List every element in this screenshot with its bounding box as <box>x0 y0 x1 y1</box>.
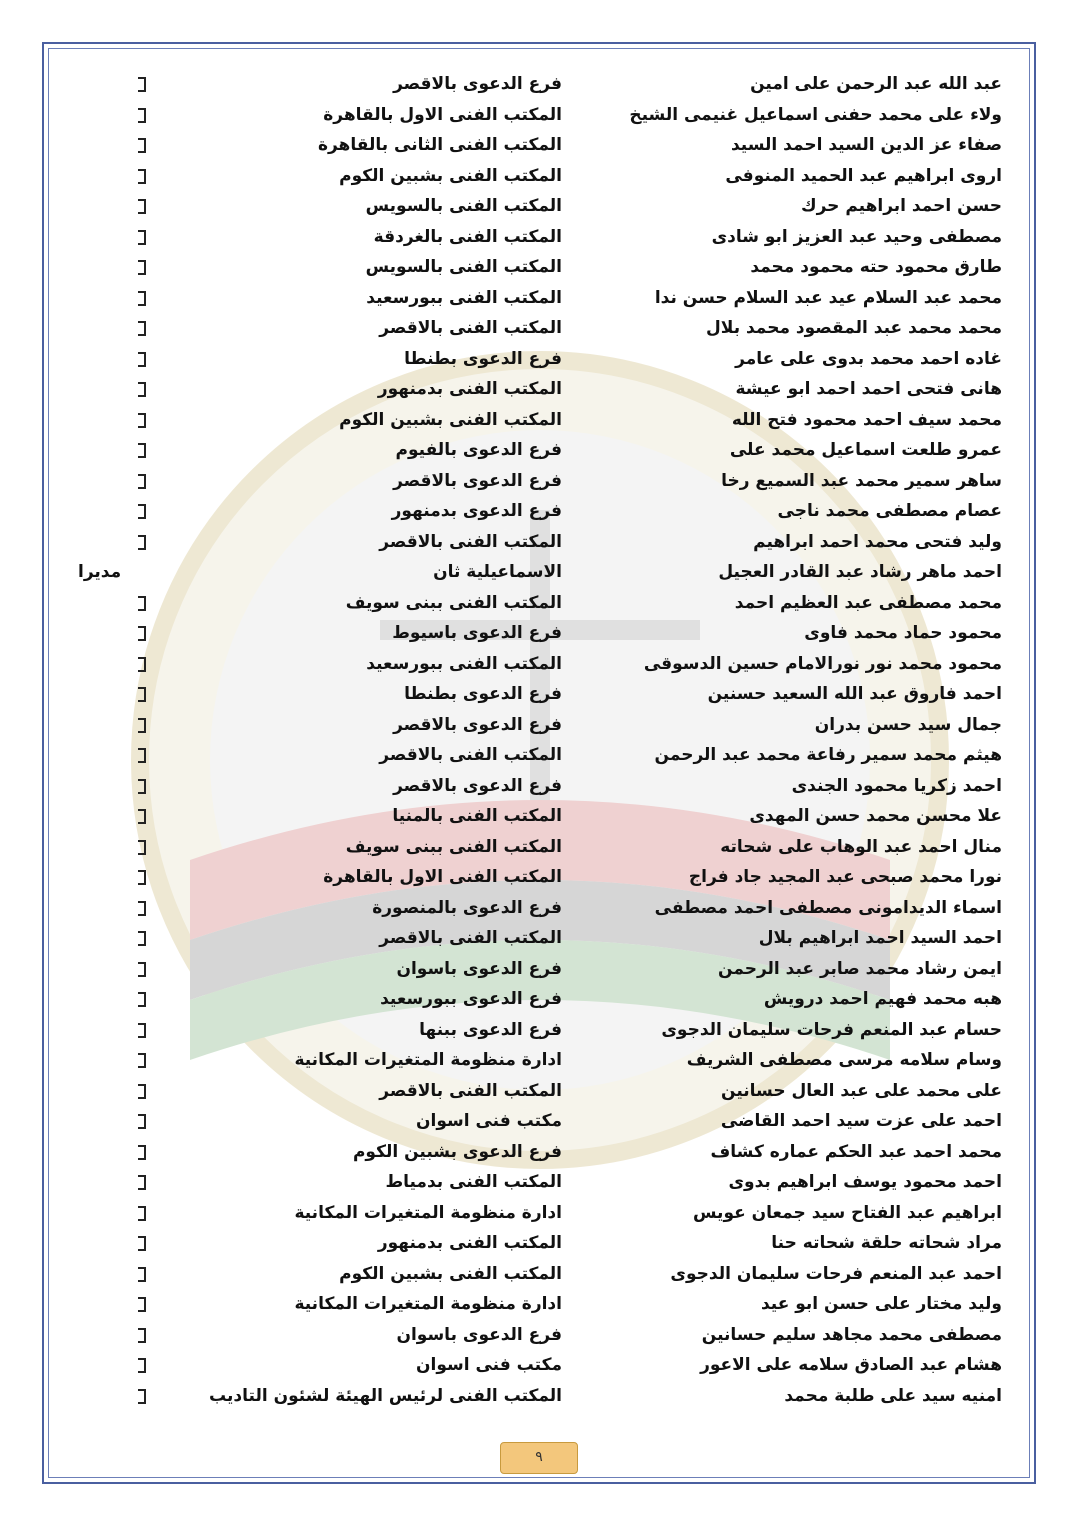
employee-name: صفاء عز الدين السيد احمد السيد <box>730 135 1002 155</box>
employee-name: محمود حماد محمد فاوى <box>804 623 1002 643</box>
bracket-mark-icon <box>138 443 146 458</box>
employee-list <box>60 70 1020 1412</box>
office-name: فرع الدعوى بشبين الكوم <box>352 1141 562 1162</box>
employee-name: طارق محمود حته محمود محمد <box>750 257 1002 277</box>
table-row <box>60 406 1020 437</box>
office-name: فرع الدعوى باسيوط <box>392 623 562 643</box>
bracket-mark-icon <box>138 138 146 153</box>
employee-name: احمد ماهر رشاد عبد القادر العجيل <box>718 562 1002 582</box>
employee-name: نورا محمد صبحى عبد المجيد جاد فراج <box>688 867 1002 887</box>
table-row <box>60 1382 1020 1413</box>
bracket-mark-icon <box>138 901 146 916</box>
table-row <box>60 101 1020 132</box>
office-name: فرع الدعوى بالاقصر <box>393 714 562 735</box>
office-name: فرع الدعوى بدمنهور <box>391 501 562 521</box>
employee-name: ابراهيم عبد الفتاح سيد جمعان عويس <box>693 1202 1002 1223</box>
table-row <box>60 1351 1020 1382</box>
employee-name: منال احمد عبد الوهاب على شحاته <box>720 836 1002 857</box>
employee-name: احمد السيد احمد ابراهيم بلال <box>758 928 1002 948</box>
employee-name: محمد سيف احمد محمود فتح الله <box>731 409 1002 430</box>
table-row <box>60 253 1020 284</box>
employee-name: وليد مختار على حسن ابو عيد <box>760 1294 1002 1314</box>
page-number: ٩ <box>500 1442 578 1474</box>
bracket-mark-icon <box>138 1023 146 1038</box>
office-name: المكتب الفنى لرئيس الهيئة لشئون التاديب <box>209 1385 562 1406</box>
table-row <box>60 1138 1020 1169</box>
bracket-mark-icon <box>138 1389 146 1404</box>
office-name: الاسماعيلية ثان <box>433 562 562 582</box>
table-row <box>60 833 1020 864</box>
bracket-mark-icon <box>138 840 146 855</box>
table-row <box>60 162 1020 193</box>
role-label: مديرا <box>78 562 122 582</box>
office-name: المكتب الفنى بدمنهور <box>377 1233 562 1253</box>
employee-name: هانى فتحى احمد احمد ابو عيشة <box>735 379 1002 399</box>
office-name: فرع الدعوى بالفيوم <box>395 440 562 460</box>
employee-name: وليد فتحى محمد احمد ابراهيم <box>753 531 1002 552</box>
table-row <box>60 1199 1020 1230</box>
bracket-mark-icon <box>138 260 146 275</box>
bracket-mark-icon <box>138 870 146 885</box>
table-row <box>60 741 1020 772</box>
bracket-mark-icon <box>138 687 146 702</box>
bracket-mark-icon <box>138 413 146 428</box>
table-row <box>60 467 1020 498</box>
employee-name: اروى ابراهيم عبد الحميد المنوفى <box>725 165 1002 186</box>
bracket-mark-icon <box>138 931 146 946</box>
office-name: المكتب الفنى الاول بالقاهرة <box>323 867 562 887</box>
office-name: المكتب الفنى بالمنيا <box>392 806 562 826</box>
office-name: المكتب الفنى بالغردقة <box>373 226 562 247</box>
bracket-mark-icon <box>138 504 146 519</box>
bracket-mark-icon <box>138 718 146 733</box>
bracket-mark-icon <box>138 1145 146 1160</box>
table-row <box>60 1321 1020 1352</box>
employee-name: احمد على عزت سيد احمد القاضى <box>720 1111 1002 1131</box>
office-name: فرع الدعوى بطنطا <box>404 684 562 704</box>
employee-name: على محمد على عبد العال حسانين <box>721 1080 1002 1101</box>
office-name: فرع الدعوى بالمنصورة <box>372 897 562 918</box>
bracket-mark-icon <box>138 474 146 489</box>
office-name: ادارة منظومة المتغيرات المكانية <box>294 1202 562 1223</box>
table-row <box>60 436 1020 467</box>
table-row <box>60 863 1020 894</box>
office-name: ادارة منظومة المتغيرات المكانية <box>294 1050 562 1070</box>
office-name: المكتب الفنى بدمنهور <box>377 379 562 399</box>
employee-name: احمد فاروق عبد الله السعيد حسنين <box>707 684 1002 704</box>
office-name: المكتب الفنى بالسويس <box>365 257 562 277</box>
table-row <box>60 1290 1020 1321</box>
office-name: المكتب الفنى ببورسعيد <box>366 287 562 308</box>
employee-name: محمد محمد عبد المقصود محمد بلال <box>706 318 1002 338</box>
bracket-mark-icon <box>138 108 146 123</box>
table-row <box>60 1077 1020 1108</box>
table-row <box>60 375 1020 406</box>
office-name: المكتب الفنى بالسويس <box>365 196 562 216</box>
bracket-mark-icon <box>138 779 146 794</box>
bracket-mark-icon <box>138 291 146 306</box>
office-name: المكتب الفنى بالاقصر <box>379 531 562 552</box>
bracket-mark-icon <box>138 1175 146 1190</box>
employee-name: احمد محمود يوسف ابراهيم بدوى <box>728 1172 1002 1192</box>
table-row <box>60 131 1020 162</box>
bracket-mark-icon <box>138 657 146 672</box>
office-name: فرع الدعوى بالاقصر <box>393 775 562 796</box>
employee-name: محمود محمد نور نورالامام حسين الدسوقى <box>643 653 1002 674</box>
employee-name: غاده احمد محمد بدوى على عامر <box>735 348 1002 369</box>
office-name: المكتب الفنى بشبين الكوم <box>339 1263 562 1284</box>
table-row <box>60 314 1020 345</box>
table-row <box>60 985 1020 1016</box>
office-name: فرع الدعوى بالاقصر <box>393 470 562 491</box>
office-name: المكتب الفنى بدمياط <box>385 1172 562 1192</box>
table-row <box>60 802 1020 833</box>
table-row <box>60 192 1020 223</box>
office-name: فرع الدعوى ببنها <box>419 1019 562 1040</box>
table-row <box>60 558 1020 589</box>
employee-name: محمد عبد السلام عيد عبد السلام حسن ندا <box>654 287 1002 308</box>
bracket-mark-icon <box>138 321 146 336</box>
office-name: ادارة منظومة المتغيرات المكانية <box>294 1294 562 1314</box>
office-name: المكتب الفنى بالاقصر <box>379 745 562 765</box>
table-row <box>60 497 1020 528</box>
office-name: مكتب فنى اسوان <box>416 1111 562 1131</box>
bracket-mark-icon <box>138 77 146 92</box>
bracket-mark-icon <box>138 382 146 397</box>
bracket-mark-icon <box>138 1267 146 1282</box>
table-row <box>60 1016 1020 1047</box>
table-row <box>60 1168 1020 1199</box>
bracket-mark-icon <box>138 1053 146 1068</box>
employee-name: هيثم محمد سمير رفاعة محمد عبد الرحمن <box>654 745 1002 765</box>
employee-name: علا محسن محمد حسن المهدى <box>749 806 1002 826</box>
bracket-mark-icon <box>138 1358 146 1373</box>
employee-name: عبد الله عبد الرحمن على امين <box>750 74 1002 94</box>
employee-name: احمد عبد المنعم فرحات سليمان الدجوى <box>670 1263 1002 1284</box>
employee-name: محمد مصطفى عبد العظيم احمد <box>734 592 1002 613</box>
bracket-mark-icon <box>138 626 146 641</box>
employee-name: ولاء على محمد حفنى اسماعيل غنيمى الشيخ <box>629 104 1002 125</box>
office-name: المكتب الفنى بالاقصر <box>379 1080 562 1101</box>
bracket-mark-icon <box>138 352 146 367</box>
table-row <box>60 1229 1020 1260</box>
office-name: المكتب الفنى بشبين الكوم <box>339 165 562 186</box>
bracket-mark-icon <box>138 1297 146 1312</box>
table-row <box>60 711 1020 742</box>
table-row <box>60 284 1020 315</box>
office-name: فرع الدعوى باسوان <box>396 958 562 979</box>
bracket-mark-icon <box>138 1236 146 1251</box>
table-row <box>60 70 1020 101</box>
employee-name: مصطفى وحيد عبد العزيز ابو شادى <box>711 226 1002 247</box>
table-row <box>60 619 1020 650</box>
table-row <box>60 772 1020 803</box>
bracket-mark-icon <box>138 1084 146 1099</box>
employee-name: هبه محمد فهيم احمد درويش <box>763 989 1002 1009</box>
bracket-mark-icon <box>138 596 146 611</box>
employee-name: مصطفى محمد مجاهد سليم حسانين <box>701 1324 1002 1345</box>
employee-name: ساهر سمير محمد عبد السميع رخا <box>721 470 1002 491</box>
employee-name: حسن احمد ابراهيم حرك <box>801 196 1002 216</box>
table-row <box>60 1260 1020 1291</box>
employee-name: احمد زكريا محمود الجندى <box>791 775 1002 796</box>
employee-name: جمال سيد حسن بدران <box>814 714 1002 735</box>
office-name: فرع الدعوى ببورسعيد <box>380 989 562 1009</box>
office-name: فرع الدعوى بالاقصر <box>393 74 562 94</box>
table-row <box>60 223 1020 254</box>
office-name: المكتب الفنى الثانى بالقاهرة <box>317 135 562 155</box>
employee-name: اسماء الديدامونى مصطفى احمد مصطفى <box>654 897 1002 918</box>
office-name: المكتب الفنى بالاقصر <box>379 928 562 948</box>
office-name: المكتب الفنى بشبين الكوم <box>339 409 562 430</box>
table-row <box>60 680 1020 711</box>
bracket-mark-icon <box>138 809 146 824</box>
employee-name: ايمن رشاد محمد صابر عبد الرحمن <box>718 958 1002 979</box>
table-row <box>60 528 1020 559</box>
employee-name: محمد احمد عبد الحكم عماره كشاف <box>710 1141 1002 1162</box>
office-name: المكتب الفنى ببورسعيد <box>366 653 562 674</box>
table-row <box>60 894 1020 925</box>
bracket-mark-icon <box>138 1206 146 1221</box>
employee-name: عصام مصطفى محمد ناجى <box>777 501 1002 521</box>
office-name: المكتب الفنى بالاقصر <box>379 318 562 338</box>
office-name: المكتب الفنى الاول بالقاهرة <box>323 104 562 125</box>
table-row <box>60 924 1020 955</box>
employee-name: حسام عبد المنعم فرحات سليمان الدجوى <box>661 1019 1002 1040</box>
bracket-mark-icon <box>138 748 146 763</box>
office-name: المكتب الفنى ببنى سويف <box>345 836 562 857</box>
bracket-mark-icon <box>138 535 146 550</box>
office-name: فرع الدعوى بطنطا <box>404 348 562 369</box>
employee-name: مراد شحاته حلقة شحاته حنا <box>771 1233 1002 1253</box>
bracket-mark-icon <box>138 1328 146 1343</box>
employee-name: عمرو طلعت اسماعيل محمد على <box>729 440 1002 460</box>
bracket-mark-icon <box>138 1114 146 1129</box>
bracket-mark-icon <box>138 992 146 1007</box>
table-row <box>60 345 1020 376</box>
table-row <box>60 650 1020 681</box>
office-name: المكتب الفنى ببنى سويف <box>345 592 562 613</box>
table-row <box>60 589 1020 620</box>
bracket-mark-icon <box>138 230 146 245</box>
office-name: فرع الدعوى باسوان <box>396 1324 562 1345</box>
table-row <box>60 1046 1020 1077</box>
employee-name: وسام سلامه مرسى مصطفى الشريف <box>686 1050 1002 1070</box>
bracket-mark-icon <box>138 169 146 184</box>
bracket-mark-icon <box>138 962 146 977</box>
table-row <box>60 955 1020 986</box>
bracket-mark-icon <box>138 199 146 214</box>
employee-name: امنيه سيد على طلبة محمد <box>784 1385 1002 1406</box>
employee-name: هشام عبد الصادق سلامه على الاعور <box>700 1355 1002 1375</box>
office-name: مكتب فنى اسوان <box>416 1355 562 1375</box>
table-row <box>60 1107 1020 1138</box>
